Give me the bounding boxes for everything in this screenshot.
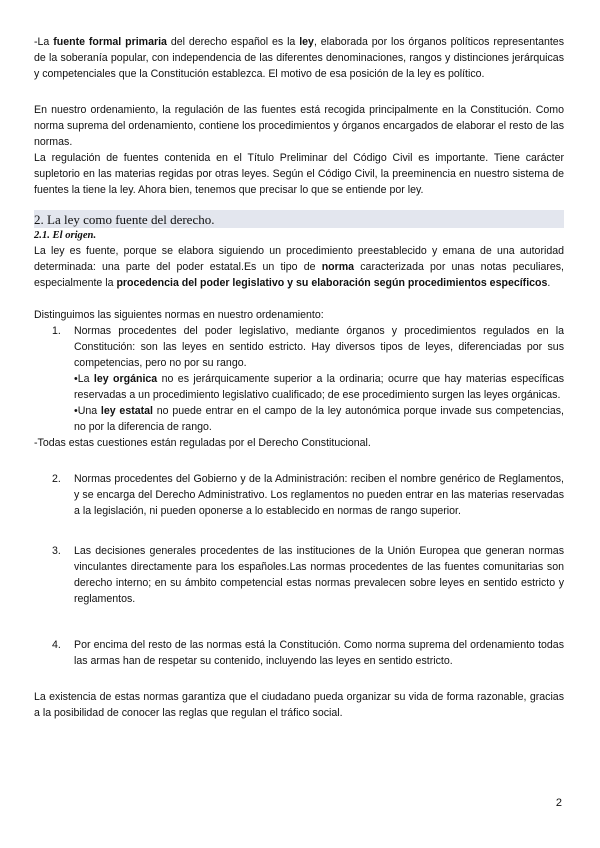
paragraph-conclusion: La existencia de estas normas garantiza que el ciudadano pueda organizar su vida de forma razonable, gracias a la posibilidad de conocer las reglas que regulan el tráfico social. xyxy=(34,691,564,719)
paragraph-codigo-civil: La regulación de fuentes contenida en el Título Preliminar del Código Civil es importante. Tiene carácter supletorio en las materias regidas por otras leyes. Según el Código Civil, la preeminencia en nuestro sistema de fuentes la tiene la ley. Ahora bien, tenemos que precisar lo que se entiende por ley. xyxy=(34,152,564,196)
bold-run: ley estatal xyxy=(100,405,153,417)
list-item-text: Normas procedentes del poder legislativo, mediante órganos y procedimientos regulados en la Constitución: son las leyes en sentido estricto. Hay diversos tipos de leyes, diferenciadas por sus competencias, pero no por su rango. xyxy=(74,325,564,369)
list-item-text: Las decisiones generales procedentes de las instituciones de la Unión Europea que generan normas vinculantes directamente para los españoles.Las normas procedentes de las fuentes comunitarias son derecho interno; en su ámbito competencial estas normas prevalecen sobre leyes en sentido estricto y reglamentos. xyxy=(74,545,564,605)
text-run: •Una xyxy=(74,405,101,417)
list-number: 4. xyxy=(52,639,61,651)
paragraph-ley-fuente xyxy=(34,243,564,291)
bold-run: ley orgánica xyxy=(93,373,158,385)
paragraph-note: -Todas estas cuestiones están reguladas por el Derecho Constitucional. xyxy=(34,437,371,449)
text-run: •La xyxy=(74,373,94,385)
paragraph-distinguimos: Distinguimos las siguientes normas en nuestro ordenamiento: xyxy=(34,309,324,321)
list-number: 3. xyxy=(52,545,61,557)
text-run: . xyxy=(547,277,551,289)
text-run: no es jerárquicamente superior a la ordinaria; ocurre que hay materias específicas reservadas a un procedimiento legislativo cualificado; de ese procedimiento surgen las leyes orgánicas. xyxy=(74,373,565,401)
section-heading: 2. La ley como fuente del derecho. xyxy=(34,210,564,228)
text-run: -La xyxy=(34,36,54,48)
bold-run: procedencia del poder legislativo y su elaboración según procedimientos específicos xyxy=(116,277,548,289)
list-number: 1. xyxy=(52,325,61,337)
paragraph-ordenamiento: En nuestro ordenamiento, la regulación de las fuentes está recogida principalmente en la Constitución. Como norma suprema del ordenamiento, contiene los procedimientos y órganos encargados de elaborar el resto de las normas. xyxy=(34,104,564,148)
text-run: , elaborada por los órganos políticos representantes de la soberanía popular, con independencia de las diferentes denominaciones, rangos y distinciones jerárquicas y competenciales que la Constitución establezca. El motivo de esa posición de la ley es político. xyxy=(34,36,564,80)
list-item-1 xyxy=(34,323,564,371)
page-number: 2 xyxy=(555,797,562,809)
paragraph-fuente-formal xyxy=(34,34,564,82)
bullet-ley-estatal xyxy=(34,403,564,435)
text-run: La ley es fuente, porque se elabora siguiendo un procedimiento preestablecido y emana de una autoridad determinada: una parte del poder estatal.Es un tipo de xyxy=(34,245,564,273)
list-item-2 xyxy=(34,471,564,519)
document-page xyxy=(34,34,564,721)
text-run: caracterizada por unas notas peculiares, especialmente la xyxy=(34,261,565,289)
list-item-text: Normas procedentes del Gobierno y de la Administración: reciben el nombre genérico de Reglamentos, y se encarga del Derecho Administrativo. Los reglamentos no pueden entrar en las materias reservadas a la legislación, ni pueden oponerse a lo establecido en normas de rango superior. xyxy=(74,473,564,517)
bold-run: fuente formal primaria xyxy=(53,36,167,48)
list-number: 2. xyxy=(52,473,61,485)
list-item-text: Por encima del resto de las normas está la Constitución. Como norma suprema del ordenamiento todas las armas han de respetar su contenido, incluyendo las leyes en sentido estricto. xyxy=(74,639,564,667)
list-item-3 xyxy=(34,543,564,607)
text-run: del derecho español es la xyxy=(166,36,300,48)
bold-run: norma xyxy=(321,261,355,273)
list-item-4 xyxy=(34,637,564,669)
bullet-ley-organica xyxy=(34,371,564,403)
subsection-heading: 2.1. El origen. xyxy=(34,230,97,241)
text-run: no puede entrar en el campo de la ley autonómica porque invade sus competencias, no por la diferencia de rango. xyxy=(74,405,564,433)
bold-run: ley xyxy=(299,36,314,48)
